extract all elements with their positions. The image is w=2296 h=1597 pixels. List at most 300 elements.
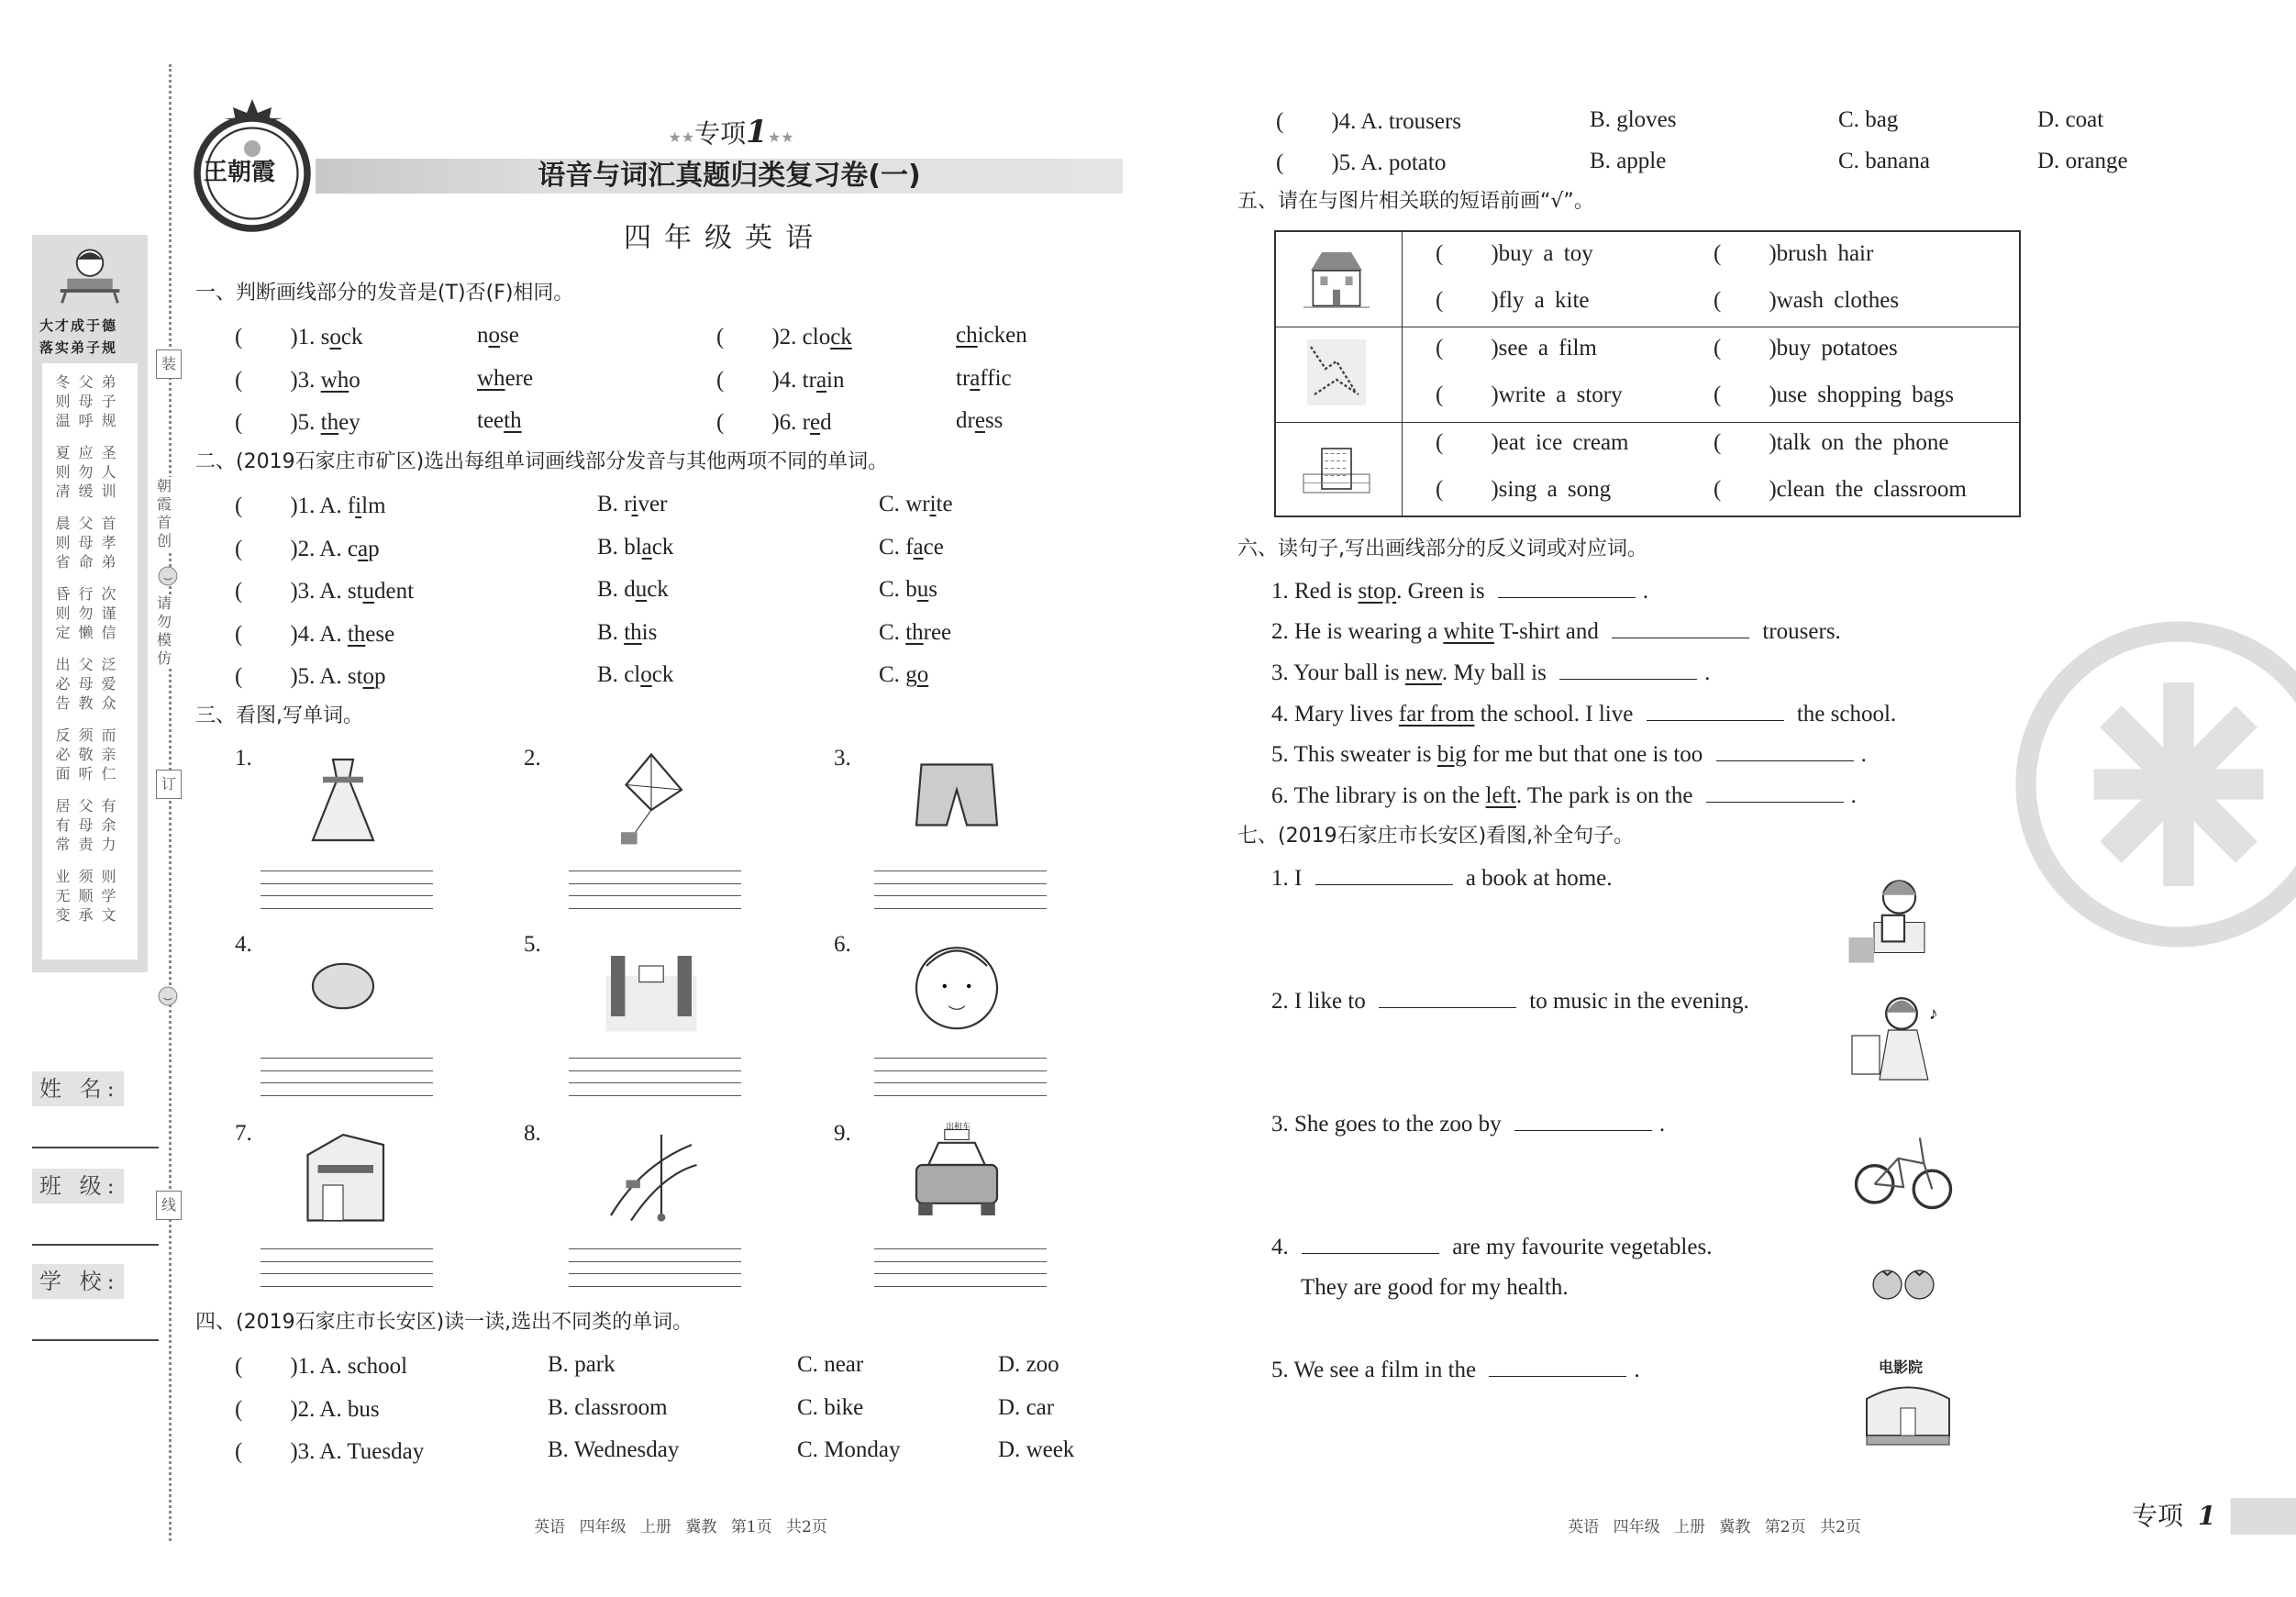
poem-line: 则母孝 xyxy=(55,534,125,551)
option-letter: C. xyxy=(879,620,900,645)
answer-slot[interactable] xyxy=(242,1394,290,1416)
word-part: n xyxy=(477,323,489,348)
answer-slot[interactable] xyxy=(242,619,290,641)
option-word: coat xyxy=(2065,107,2104,132)
word-part: ck xyxy=(651,662,674,687)
phrase-option xyxy=(1436,285,1590,315)
underlined-letters: o xyxy=(329,325,341,349)
option-letter: C. xyxy=(797,1395,818,1420)
answer-slot[interactable] xyxy=(242,534,290,556)
question-number: 1. xyxy=(297,1354,316,1379)
poem-line: 温呼规 xyxy=(55,412,125,429)
writing-line xyxy=(874,1273,1047,1274)
check-slot[interactable] xyxy=(1443,427,1491,449)
paren-open: ( xyxy=(1714,241,1722,266)
option xyxy=(797,1436,901,1464)
answer-blank[interactable] xyxy=(1489,1356,1626,1377)
option xyxy=(2037,106,2103,134)
writing-line xyxy=(261,1248,433,1249)
answer-slot[interactable] xyxy=(242,576,290,598)
answer-blank[interactable] xyxy=(1612,617,1749,638)
underlined-letters: th xyxy=(504,408,522,433)
option-word: bag xyxy=(1865,107,1899,132)
word-part: st xyxy=(347,664,363,689)
poem-line: 凊缓训 xyxy=(55,482,125,500)
paren-close: ) xyxy=(290,410,298,435)
underlined-word: new xyxy=(1404,660,1442,685)
paren-open: ( xyxy=(235,664,243,689)
word-part: st xyxy=(347,579,363,604)
word-part: ck xyxy=(340,325,363,349)
phrase-text: buy a toy xyxy=(1498,241,1593,266)
question-row xyxy=(235,365,360,394)
star-icon: ★ xyxy=(767,128,782,146)
option xyxy=(879,661,928,689)
option xyxy=(879,619,951,647)
underlined-letters: a xyxy=(970,366,981,391)
house-picture xyxy=(1295,241,1378,315)
paren-open: ( xyxy=(235,325,243,349)
paren-open: ( xyxy=(716,325,725,349)
writing-line xyxy=(874,1095,1047,1096)
check-slot[interactable] xyxy=(1721,380,1769,402)
poem-verse xyxy=(42,796,138,854)
answer-slot[interactable] xyxy=(724,365,771,387)
sentence-text: the school. xyxy=(1791,702,1897,726)
phrase-text: clean the classroom xyxy=(1776,477,1967,502)
binding-notice: 朝霞首创 xyxy=(154,477,174,550)
phrase-text: write a story xyxy=(1498,383,1623,407)
watermark-seal xyxy=(2009,615,2296,954)
girl-reading-picture xyxy=(1844,867,1945,968)
option-letter: A. xyxy=(319,537,342,561)
check-slot[interactable] xyxy=(1443,333,1491,355)
option-letter: B. xyxy=(597,662,618,687)
paren-close: ) xyxy=(290,1397,298,1422)
sentence xyxy=(1271,659,1710,687)
option-letter: C. xyxy=(879,535,900,560)
word-part: ere xyxy=(505,366,534,391)
phrase-option xyxy=(1714,285,1899,315)
sentence xyxy=(1271,1356,1640,1384)
word-part: tee xyxy=(477,408,505,433)
page-footer: 英语 四年级 上册 冀教 第1页 共2页 xyxy=(534,1518,827,1536)
word-part: in xyxy=(826,368,845,393)
motto-line: 大才成于德 xyxy=(39,317,118,334)
phrase-text: wash clothes xyxy=(1776,288,1900,313)
paren-open: ( xyxy=(235,410,243,435)
phrase-option xyxy=(1714,238,1873,268)
option xyxy=(879,491,953,518)
question-row xyxy=(235,1394,380,1424)
poem-line: 常责力 xyxy=(55,836,125,853)
option-letter: C. xyxy=(879,492,900,516)
option-word: Tuesday xyxy=(347,1439,425,1464)
phrase-option xyxy=(1436,238,1593,268)
paren-close: ) xyxy=(771,325,780,349)
paren-open: ( xyxy=(716,368,725,393)
paren-close: ) xyxy=(290,579,298,604)
binding-mark: 装 xyxy=(156,349,182,379)
option-letter: B. xyxy=(1590,107,1611,132)
option xyxy=(548,1394,668,1422)
question-row xyxy=(235,534,380,563)
option-letter: C. xyxy=(1838,149,1859,173)
option xyxy=(797,1394,863,1422)
writing-line xyxy=(874,1082,1047,1083)
question-row xyxy=(716,407,832,437)
question-number: 3. xyxy=(297,1439,316,1464)
paren-close: ) xyxy=(1491,336,1499,360)
option-letter: C. xyxy=(797,1352,818,1377)
underlined-letters: th xyxy=(320,410,339,435)
option-letter: C. xyxy=(879,662,900,687)
poem-line: 出父泛 xyxy=(55,656,125,673)
paren-open: ( xyxy=(235,579,243,604)
word-part: ree xyxy=(923,620,952,645)
word-part: te xyxy=(936,492,953,516)
question-number: 5. xyxy=(1338,150,1357,175)
writing-lines[interactable] xyxy=(874,871,1047,915)
binding-line xyxy=(169,64,172,1541)
option-word: banana xyxy=(1865,149,1930,173)
answer-slot[interactable] xyxy=(242,491,290,513)
option-letter: C. xyxy=(879,577,900,602)
word-part: ce xyxy=(923,535,944,560)
compare-word xyxy=(477,322,519,349)
check-slot[interactable] xyxy=(1721,285,1769,307)
paren-open: ( xyxy=(1714,477,1722,502)
paren-close: ) xyxy=(1491,288,1499,313)
sentence-text: . xyxy=(1704,660,1711,685)
writing-line xyxy=(261,1261,433,1262)
writing-lines[interactable] xyxy=(569,1058,741,1102)
field-input-line[interactable] xyxy=(32,1244,159,1246)
taxi-picture xyxy=(902,1125,1012,1225)
series-number: 1 xyxy=(746,114,768,150)
sentence-text: 2. I like to xyxy=(1271,989,1372,1014)
answer-blank[interactable] xyxy=(1514,1110,1652,1131)
option xyxy=(597,534,673,561)
sentence xyxy=(1271,987,1749,1015)
writing-line xyxy=(569,1261,741,1262)
answer-slot[interactable] xyxy=(242,1436,290,1458)
motto-line: 落实弟子规 xyxy=(39,339,118,356)
writing-lines[interactable] xyxy=(874,1058,1047,1102)
compare-word xyxy=(477,407,522,435)
underlined-letters: th xyxy=(905,620,924,645)
word-part: b xyxy=(905,577,917,602)
paren-close: ) xyxy=(1491,383,1499,407)
answer-blank[interactable] xyxy=(1302,1233,1439,1254)
poem-line: 则母子 xyxy=(55,393,125,410)
option xyxy=(879,534,944,561)
check-slot[interactable] xyxy=(1721,474,1769,496)
question-number: 3. xyxy=(297,368,316,393)
option-letter: C. xyxy=(1838,107,1859,132)
question-row xyxy=(716,322,852,351)
compare-word xyxy=(956,322,1027,349)
writing-lines[interactable] xyxy=(261,1248,433,1292)
paren-open: ( xyxy=(1276,150,1284,175)
option-letter: D. xyxy=(2037,149,2060,173)
word-part: dr xyxy=(956,408,975,433)
word-part: c xyxy=(347,537,358,561)
poem-verse xyxy=(42,443,138,501)
sentence-text: T-shirt and xyxy=(1494,619,1605,644)
writing-line xyxy=(874,1070,1047,1071)
word-part: d xyxy=(624,577,636,602)
face-picture xyxy=(902,936,1012,1037)
field-input-line[interactable] xyxy=(32,1147,159,1148)
poem-line: 反须而 xyxy=(55,726,125,744)
paren-close: ) xyxy=(771,368,780,393)
writing-lines[interactable] xyxy=(569,871,741,915)
writing-line xyxy=(569,1248,741,1249)
section-heading: 三、看图,写单词。 xyxy=(195,704,363,727)
option-letter: D. xyxy=(998,1352,1021,1377)
paren-close: ) xyxy=(1491,477,1499,502)
word-part: icken xyxy=(977,323,1027,348)
check-slot[interactable] xyxy=(1721,333,1769,355)
answer-blank[interactable] xyxy=(1498,577,1636,598)
question-row xyxy=(235,661,386,691)
option-letter: A. xyxy=(319,494,342,518)
poem-verse xyxy=(42,514,138,571)
section-heading: 七、(2019石家庄市长安区)看图,补全句子。 xyxy=(1237,825,1635,848)
option-letter: B. xyxy=(548,1437,569,1462)
option-word: trousers xyxy=(1388,109,1461,134)
underlined-letters: wh xyxy=(477,366,505,391)
question-number: 2. xyxy=(297,1397,316,1422)
paren-open: ( xyxy=(1714,430,1722,455)
answer-slot[interactable] xyxy=(1283,106,1331,128)
poem-box xyxy=(42,363,138,959)
check-slot[interactable] xyxy=(1721,427,1769,449)
option xyxy=(1590,106,1676,134)
sentence-text: . My ball is xyxy=(1441,660,1553,685)
option-letter: D. xyxy=(998,1395,1021,1420)
bike-picture xyxy=(1844,1117,1963,1220)
phrase-text: use shopping bags xyxy=(1776,383,1954,407)
answer-slot[interactable] xyxy=(1283,148,1331,170)
smiley-icon xyxy=(158,566,178,586)
answer-slot[interactable] xyxy=(242,661,290,683)
poem-line: 冬父弟 xyxy=(55,373,125,391)
smiley-icon xyxy=(158,986,178,1006)
writing-line xyxy=(569,1082,741,1083)
option xyxy=(1838,148,1930,175)
underlined-letters: i xyxy=(631,492,638,516)
field-label: 学 校: xyxy=(32,1264,124,1299)
kite-picture xyxy=(596,749,706,850)
sentence-text: . xyxy=(1860,742,1867,767)
question-number: 5. xyxy=(297,664,316,689)
word-part: ss xyxy=(984,408,1004,433)
check-slot[interactable] xyxy=(1721,238,1769,261)
field-input-line[interactable] xyxy=(32,1339,159,1341)
underlined-word: left xyxy=(1485,783,1516,808)
phrase-text: buy potatoes xyxy=(1776,336,1898,360)
word-part: cl xyxy=(624,662,641,687)
poem-verse xyxy=(42,655,138,713)
sentence-text: 2. He is wearing a xyxy=(1271,619,1444,644)
star-icon: ★ xyxy=(668,128,682,146)
poem-line: 夏应圣 xyxy=(55,444,125,461)
sentence-text: 3. She goes to the zoo by xyxy=(1271,1112,1507,1137)
check-slot[interactable] xyxy=(1443,474,1491,496)
answer-blank[interactable] xyxy=(1716,740,1854,761)
paren-open: ( xyxy=(235,622,243,647)
poem-verse xyxy=(42,584,138,642)
underlined-letters: ck xyxy=(830,325,852,349)
writing-lines[interactable] xyxy=(261,1058,433,1102)
option xyxy=(797,1351,863,1379)
phrase-text: eat ice cream xyxy=(1498,430,1629,455)
word-part: lm xyxy=(361,494,386,518)
sentence-text: 4. Mary lives xyxy=(1271,702,1399,726)
answer-slot[interactable] xyxy=(724,407,771,429)
binding-notice: 请勿模仿 xyxy=(154,594,174,668)
word-part: f xyxy=(905,535,914,560)
picture-number: 7. xyxy=(235,1121,252,1146)
answer-blank[interactable] xyxy=(1706,782,1844,803)
option-letter: B. xyxy=(1590,149,1611,173)
phrase-option xyxy=(1436,380,1623,409)
paren-close: ) xyxy=(290,325,298,349)
option-letter: B. xyxy=(548,1352,569,1377)
question-row xyxy=(235,1436,424,1466)
underlined-letters: o xyxy=(640,662,652,687)
writing-lines[interactable] xyxy=(569,1248,741,1292)
answer-blank[interactable] xyxy=(1379,987,1516,1008)
option-letter: A. xyxy=(319,622,342,647)
question-row xyxy=(235,619,394,649)
underlined-letters: a xyxy=(815,368,827,393)
writing-line xyxy=(874,1261,1047,1262)
paren-close: ) xyxy=(290,494,298,518)
option-letter: A. xyxy=(319,579,342,604)
girl-listening-music-picture xyxy=(1842,986,1961,1096)
writing-line xyxy=(874,1058,1047,1059)
underlined-word: white xyxy=(1443,619,1494,644)
star-icon: ★ xyxy=(781,128,794,146)
corner-number: 1 xyxy=(2198,1501,2216,1531)
sentence-text: are my favourite vegetables. xyxy=(1447,1235,1713,1259)
series-label xyxy=(626,114,837,156)
underlined-letters: u xyxy=(635,577,648,602)
check-slot[interactable] xyxy=(1443,380,1491,402)
paren-close: ) xyxy=(290,622,298,647)
dress-picture xyxy=(288,749,398,850)
answer-slot[interactable] xyxy=(242,1351,290,1373)
picture-number: 8. xyxy=(524,1121,541,1146)
sentence-text: the school. I live xyxy=(1474,702,1639,726)
word-part: g xyxy=(905,662,917,687)
poem-line: 必母爱 xyxy=(55,675,125,693)
answer-slot[interactable] xyxy=(242,407,290,429)
answer-blank[interactable] xyxy=(1315,864,1453,885)
check-slot[interactable] xyxy=(1443,285,1491,307)
writing-line xyxy=(261,1286,433,1287)
section-heading: 六、读句子,写出画线部分的反义词或对应词。 xyxy=(1237,538,1647,560)
sentence xyxy=(1271,782,1857,810)
sentence-text: . The park is on the xyxy=(1515,783,1699,808)
student-cartoon-icon xyxy=(55,242,125,306)
word-part: o xyxy=(349,368,360,393)
word-part: clo xyxy=(802,325,831,349)
sentence-text: 5. We see a film in the xyxy=(1271,1358,1482,1382)
check-slot[interactable] xyxy=(1443,238,1491,261)
star-icon: ★ xyxy=(681,128,695,146)
poem-line: 面听仁 xyxy=(55,765,125,782)
answer-slot[interactable] xyxy=(724,322,771,344)
underlined-letters: wh xyxy=(320,368,349,393)
park-picture xyxy=(596,936,706,1037)
sentence-text: . xyxy=(1658,1112,1666,1137)
word-part: r xyxy=(802,410,810,435)
poem-line: 则勿人 xyxy=(55,463,125,481)
sentence-text: . Green is xyxy=(1396,579,1491,604)
paren-open: ( xyxy=(235,1439,243,1464)
answer-blank[interactable] xyxy=(1647,700,1784,721)
question-number: 4. xyxy=(297,622,316,647)
option xyxy=(2037,148,2128,175)
sentence-text: a book at home. xyxy=(1459,866,1613,891)
paren-close: ) xyxy=(290,1439,298,1464)
word-part: s xyxy=(928,577,937,602)
writing-lines[interactable] xyxy=(261,871,433,915)
writing-lines[interactable] xyxy=(874,1248,1047,1292)
answer-slot[interactable] xyxy=(242,322,290,344)
section-heading: 二、(2019石家庄市矿区)选出每组单词画线部分发音与其他两项不同的单词。 xyxy=(195,450,889,473)
logo-text: 王朝霞 xyxy=(204,159,276,186)
field-label: 姓 名: xyxy=(32,1071,124,1106)
phrase-text: sing a song xyxy=(1498,477,1612,502)
question-row xyxy=(235,576,414,605)
page-footer: 英语 四年级 上册 冀教 第2页 共2页 xyxy=(1568,1518,1861,1536)
picture-number: 9. xyxy=(834,1121,851,1146)
phrase-option xyxy=(1714,427,1949,457)
word-part: p xyxy=(368,537,380,561)
paren-close: ) xyxy=(290,368,298,393)
writing-line xyxy=(261,883,433,884)
paren-close: ) xyxy=(290,537,298,561)
option-letter: B. xyxy=(597,620,618,645)
word-part: ck xyxy=(651,535,674,560)
paren-open: ( xyxy=(1714,383,1722,407)
writing-line xyxy=(569,1058,741,1059)
sentence-text: 1. Red is xyxy=(1271,579,1359,604)
question-row xyxy=(1276,148,1446,177)
paren-close: ) xyxy=(1769,336,1777,360)
answer-slot[interactable] xyxy=(242,365,290,387)
poem-line: 变承文 xyxy=(55,906,125,924)
writing-line xyxy=(569,895,741,896)
underlined-letters: a xyxy=(641,535,652,560)
question-number: 5. xyxy=(297,410,316,435)
answer-blank[interactable] xyxy=(1559,659,1697,680)
option-word: bike xyxy=(824,1395,864,1420)
series-corner-tab xyxy=(2132,1498,2296,1535)
paren-open: ( xyxy=(235,1354,243,1379)
picture-number: 5. xyxy=(524,932,541,957)
sentence xyxy=(1271,577,1648,605)
phrase-text: see a film xyxy=(1498,336,1597,360)
option-word: week xyxy=(1026,1437,1075,1462)
option-letter: A. xyxy=(1360,109,1383,134)
question-row xyxy=(1276,106,1461,136)
